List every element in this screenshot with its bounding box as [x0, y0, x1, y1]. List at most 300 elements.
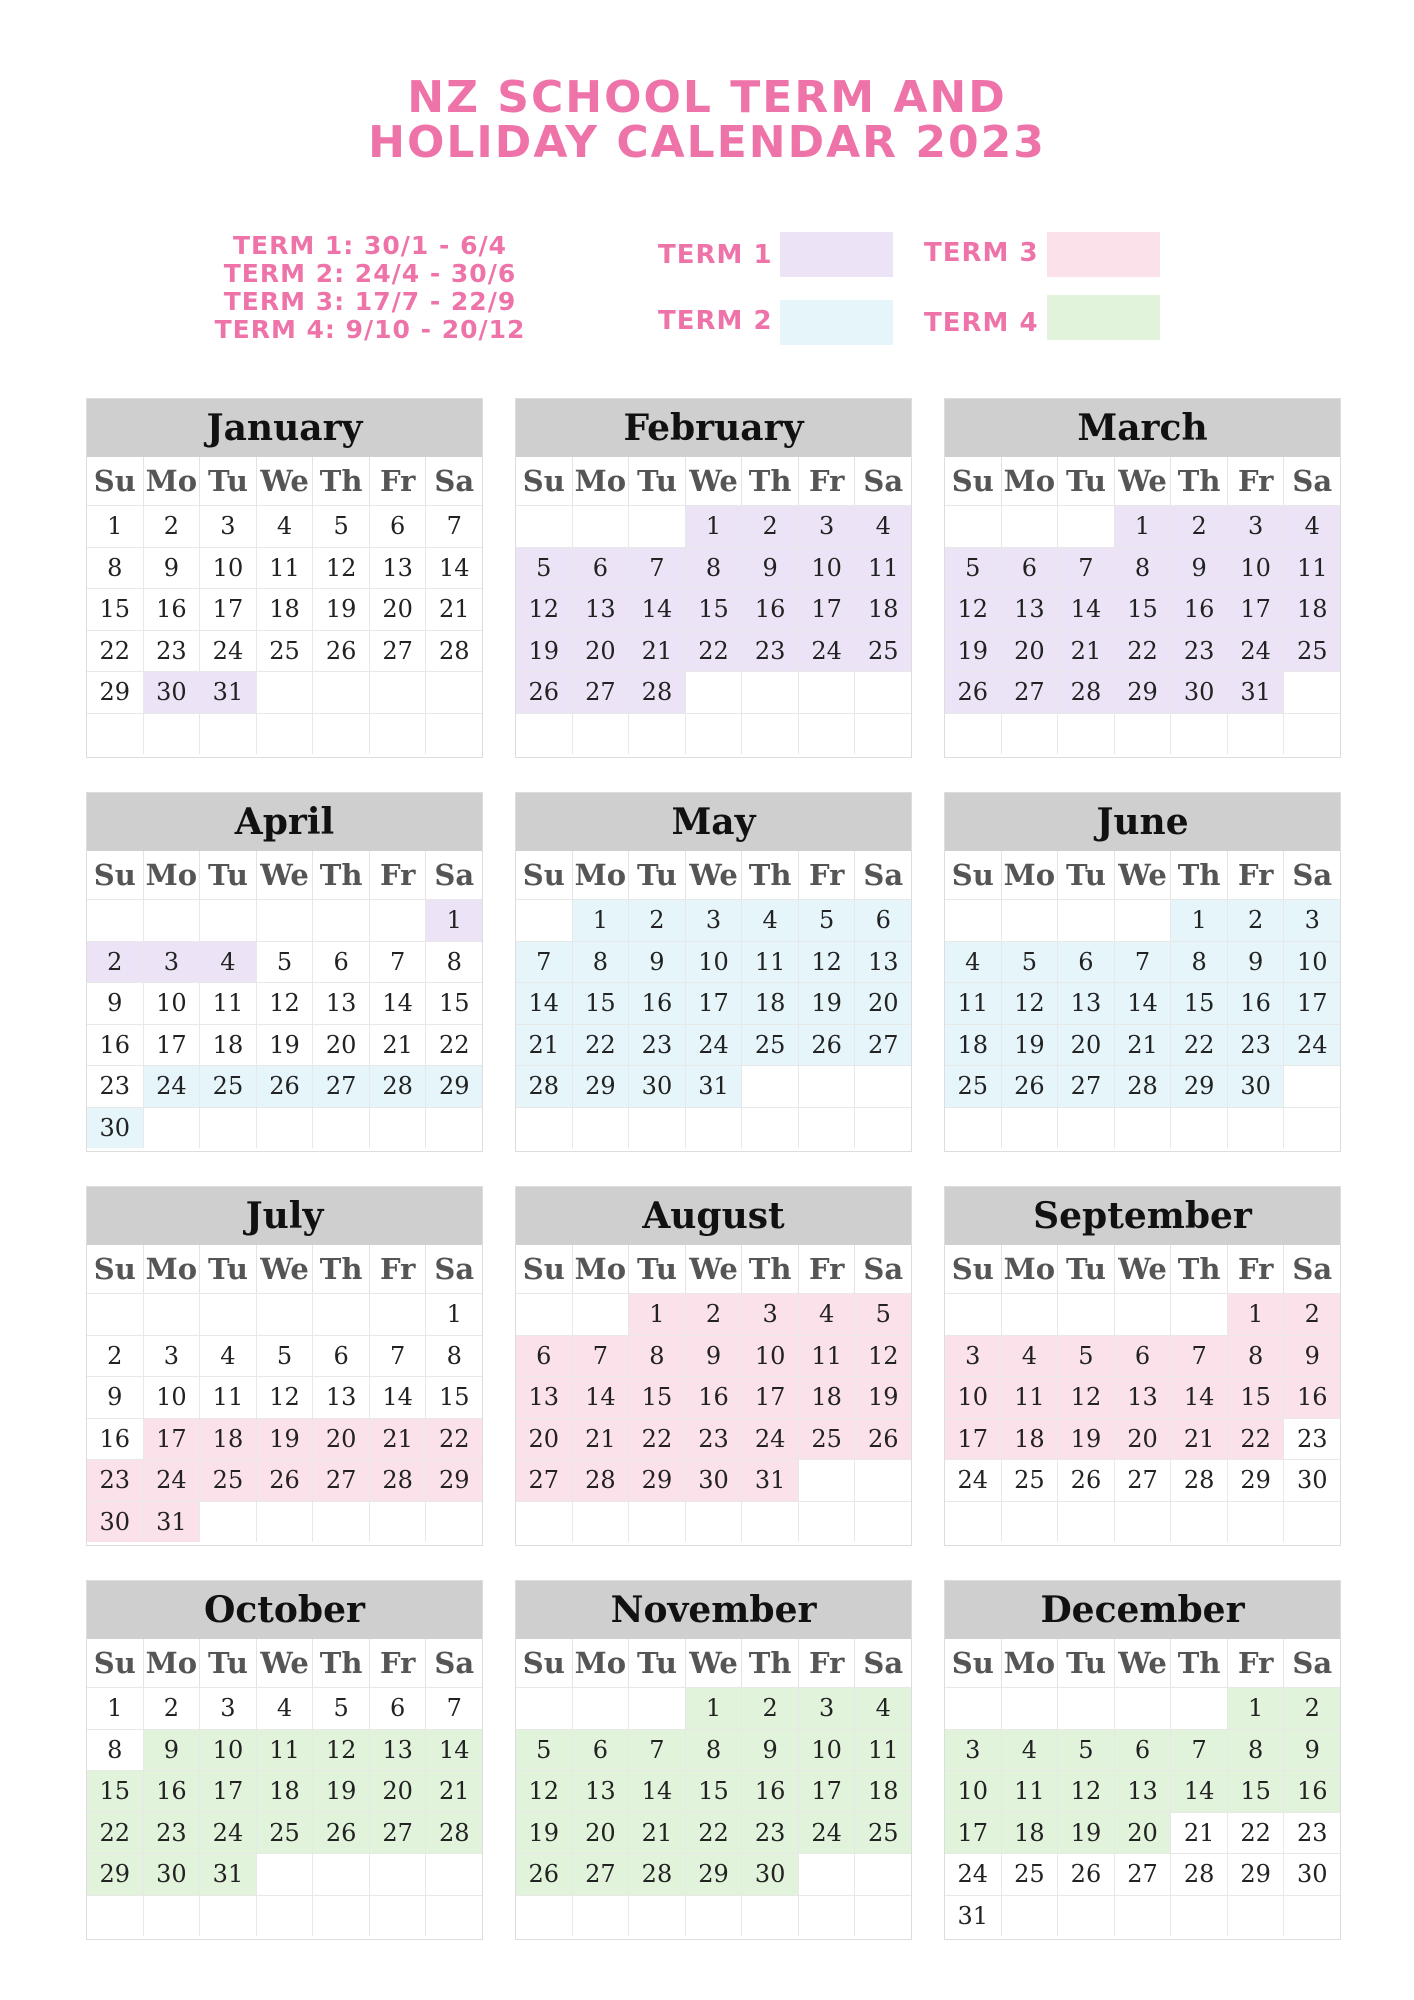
- day-cell: 22: [628, 1419, 685, 1460]
- weekday-label: Mo: [572, 457, 629, 505]
- empty-day-cell: [87, 714, 143, 755]
- weekday-label: Fr: [369, 851, 426, 899]
- day-cell: 8: [107, 553, 123, 582]
- day-cell: 14: [1057, 589, 1114, 630]
- weekday-label: Tu: [1057, 851, 1114, 899]
- weekday-label: Mo: [572, 1639, 629, 1687]
- week-row: [945, 1853, 1340, 1895]
- week-row: [87, 1418, 482, 1460]
- week-row: [945, 1812, 1340, 1854]
- month-july: [86, 1186, 483, 1546]
- day-cell: 22: [572, 1025, 629, 1066]
- day-cell: 28: [628, 672, 685, 713]
- day-cell: 18: [256, 1771, 313, 1812]
- day-cell: 27: [312, 1460, 369, 1501]
- day-cell: 19: [516, 631, 572, 672]
- day-cell: 10: [945, 1377, 1001, 1418]
- empty-day-cell: [741, 1108, 798, 1149]
- empty-day-cell: [143, 714, 200, 755]
- day-cell: 30: [1283, 1460, 1340, 1501]
- empty-day-cell: [516, 900, 572, 941]
- empty-day-cell: [425, 672, 482, 713]
- day-cell: 1: [628, 1294, 685, 1335]
- day-cell: 10: [1227, 548, 1284, 589]
- month-march: [944, 398, 1341, 758]
- empty-day-cell: [312, 1294, 369, 1335]
- day-cell: 10: [1283, 942, 1340, 983]
- empty-day-cell: [199, 900, 256, 941]
- day-cell: 19: [312, 1771, 369, 1812]
- day-cell: 5: [854, 1294, 911, 1335]
- weekday-label: Mo: [143, 1245, 200, 1293]
- week-row: [945, 1501, 1340, 1543]
- day-cell: 15: [1227, 1771, 1284, 1812]
- day-cell: 24: [798, 631, 855, 672]
- month-title: December: [945, 1581, 1340, 1639]
- day-cell: 20: [1114, 1419, 1171, 1460]
- weekday-label: Su: [522, 1646, 565, 1680]
- weekday-label: Th: [1170, 1245, 1227, 1293]
- legend-term-1-swatch: [780, 232, 893, 277]
- weekday-label: Mo: [1001, 1245, 1058, 1293]
- day-cell: 13: [1057, 983, 1114, 1024]
- weekday-header-row: [516, 851, 911, 899]
- day-cell: 25: [256, 631, 313, 672]
- day-cell: 2: [1283, 1688, 1340, 1729]
- empty-day-cell: [87, 1294, 143, 1335]
- weekday-label: Th: [312, 1639, 369, 1687]
- day-cell: 20: [1001, 631, 1058, 672]
- day-cell: 10: [798, 1730, 855, 1771]
- day-cell: 31: [199, 1854, 256, 1895]
- day-cell: 11: [199, 1377, 256, 1418]
- empty-day-cell: [1114, 1688, 1171, 1729]
- week-row: [516, 630, 911, 672]
- empty-day-cell: [741, 714, 798, 755]
- day-cell: 16: [99, 1030, 131, 1059]
- weekday-label: We: [1114, 457, 1171, 505]
- day-cell: 22: [1227, 1419, 1284, 1460]
- empty-day-cell: [1057, 1896, 1114, 1937]
- weekday-label: Tu: [628, 851, 685, 899]
- day-cell: 19: [945, 631, 1001, 672]
- empty-day-cell: [425, 1108, 482, 1149]
- day-cell: 7: [1057, 548, 1114, 589]
- empty-day-cell: [369, 1854, 426, 1895]
- empty-day-cell: [854, 672, 911, 713]
- day-cell: 6: [1114, 1336, 1171, 1377]
- week-row: [87, 1065, 482, 1107]
- weekday-label: Su: [93, 464, 136, 498]
- day-cell: 17: [143, 1025, 200, 1066]
- day-cell: 8: [628, 1336, 685, 1377]
- day-cell: 14: [369, 983, 426, 1024]
- weekday-label: Tu: [1057, 1639, 1114, 1687]
- weekday-label: Th: [741, 1245, 798, 1293]
- day-cell: 4: [1283, 506, 1340, 547]
- week-row: [516, 1812, 911, 1854]
- weekday-label: Fr: [798, 851, 855, 899]
- day-cell: 24: [199, 1813, 256, 1854]
- day-cell: 22: [685, 1813, 742, 1854]
- weekday-label: Mo: [1001, 1639, 1058, 1687]
- empty-day-cell: [945, 1502, 1001, 1543]
- weekday-label: Su: [93, 858, 136, 892]
- weekday-label: Fr: [1227, 1245, 1284, 1293]
- day-cell: 7: [516, 942, 572, 983]
- weekday-label: Fr: [369, 457, 426, 505]
- day-cell: 25: [1001, 1460, 1058, 1501]
- day-cell: 4: [854, 506, 911, 547]
- day-cell: 3: [1227, 506, 1284, 547]
- weekday-label: Th: [312, 457, 369, 505]
- day-cell: 1: [685, 506, 742, 547]
- day-cell: 1: [425, 1294, 482, 1335]
- day-cell: 20: [369, 589, 426, 630]
- day-cell: 12: [312, 1730, 369, 1771]
- day-cell: 10: [199, 1730, 256, 1771]
- day-cell: 18: [798, 1377, 855, 1418]
- empty-day-cell: [1170, 1688, 1227, 1729]
- weekday-header-row: [516, 457, 911, 505]
- day-cell: 21: [1170, 1419, 1227, 1460]
- empty-day-cell: [312, 672, 369, 713]
- week-row: [945, 713, 1340, 755]
- empty-day-cell: [369, 900, 426, 941]
- day-cell: 5: [516, 1730, 572, 1771]
- empty-day-cell: [1283, 672, 1340, 713]
- day-cell: 13: [369, 1730, 426, 1771]
- week-row: [87, 1024, 482, 1066]
- weekday-label: Sa: [1283, 851, 1340, 899]
- day-cell: 8: [685, 1730, 742, 1771]
- weekday-label: Su: [522, 464, 565, 498]
- day-cell: 24: [1283, 1025, 1340, 1066]
- weekday-label: Sa: [1283, 1245, 1340, 1293]
- empty-day-cell: [516, 1688, 572, 1729]
- empty-day-cell: [854, 714, 911, 755]
- day-cell: 4: [1001, 1336, 1058, 1377]
- day-cell: 7: [628, 548, 685, 589]
- day-cell: 13: [572, 1771, 629, 1812]
- day-cell: 20: [854, 983, 911, 1024]
- week-row: [87, 941, 482, 983]
- empty-day-cell: [1001, 900, 1058, 941]
- day-cell: 6: [854, 900, 911, 941]
- week-row: [945, 1335, 1340, 1377]
- month-title: July: [87, 1187, 482, 1245]
- day-cell: 24: [957, 1860, 989, 1888]
- day-cell: 8: [685, 548, 742, 589]
- empty-day-cell: [425, 714, 482, 755]
- empty-day-cell: [1283, 1066, 1340, 1107]
- week-row: [87, 1376, 482, 1418]
- day-cell: 28: [425, 631, 482, 672]
- weekday-header-row: [516, 1245, 911, 1293]
- day-cell: 25: [945, 1066, 1001, 1107]
- day-cell: 10: [143, 983, 200, 1024]
- legend-term-2-swatch: [780, 300, 893, 345]
- day-cell: 30: [143, 672, 200, 713]
- day-cell: 27: [572, 1854, 629, 1895]
- day-cell: 7: [425, 1688, 482, 1729]
- day-cell: 9: [741, 1730, 798, 1771]
- day-cell: 28: [1170, 1854, 1227, 1895]
- day-cell: 14: [1114, 983, 1171, 1024]
- weekday-label: We: [256, 457, 313, 505]
- day-cell: 11: [256, 548, 313, 589]
- day-cell: 25: [798, 1419, 855, 1460]
- day-cell: 18: [1283, 589, 1340, 630]
- day-cell: 21: [572, 1419, 629, 1460]
- weekday-label: Tu: [628, 1245, 685, 1293]
- empty-day-cell: [256, 900, 313, 941]
- empty-day-cell: [854, 1066, 911, 1107]
- day-cell: 7: [1114, 942, 1171, 983]
- weekday-label: We: [685, 851, 742, 899]
- empty-day-cell: [854, 1460, 911, 1501]
- empty-day-cell: [945, 506, 1001, 547]
- empty-day-cell: [312, 900, 369, 941]
- day-cell: 20: [1114, 1813, 1171, 1854]
- day-cell: 24: [957, 1466, 989, 1494]
- day-cell: 14: [369, 1377, 426, 1418]
- empty-day-cell: [1227, 1502, 1284, 1543]
- empty-day-cell: [1057, 1688, 1114, 1729]
- weekday-header-row: [945, 1245, 1340, 1293]
- empty-day-cell: [945, 1688, 1001, 1729]
- day-cell: 29: [99, 678, 131, 706]
- empty-day-cell: [199, 1108, 256, 1149]
- empty-day-cell: [1057, 1502, 1114, 1543]
- empty-day-cell: [1170, 1502, 1227, 1543]
- day-cell: 7: [1170, 1336, 1227, 1377]
- empty-day-cell: [369, 1896, 426, 1937]
- empty-day-cell: [572, 714, 629, 755]
- day-cell: 5: [312, 1688, 369, 1729]
- title-line-2: HOLIDAY CALENDAR 2023: [368, 117, 1046, 168]
- empty-day-cell: [199, 1502, 256, 1543]
- day-cell: 15: [87, 1771, 143, 1812]
- day-cell: 26: [854, 1419, 911, 1460]
- empty-day-cell: [572, 1294, 629, 1335]
- week-row: [516, 941, 911, 983]
- week-row: [516, 1335, 911, 1377]
- day-cell: 16: [143, 1771, 200, 1812]
- empty-day-cell: [741, 672, 798, 713]
- day-cell: 23: [741, 631, 798, 672]
- day-cell: 21: [369, 1025, 426, 1066]
- weekday-header-row: [516, 1639, 911, 1687]
- day-cell: 15: [572, 983, 629, 1024]
- term-1-dates: TERM 1: 30/1 - 6/4: [232, 231, 508, 260]
- day-cell: 12: [312, 548, 369, 589]
- week-row: [945, 1376, 1340, 1418]
- day-cell: 6: [312, 942, 369, 983]
- empty-day-cell: [143, 1896, 200, 1937]
- legend-term-3-label: TERM 3: [924, 238, 1039, 268]
- day-cell: 15: [685, 1771, 742, 1812]
- day-cell: 25: [256, 1813, 313, 1854]
- weekday-label: Tu: [199, 851, 256, 899]
- empty-day-cell: [1283, 1108, 1340, 1149]
- day-cell: 13: [312, 1377, 369, 1418]
- week-row: [945, 1024, 1340, 1066]
- day-cell: 29: [1227, 1460, 1284, 1501]
- empty-day-cell: [1001, 1688, 1058, 1729]
- empty-day-cell: [256, 1108, 313, 1149]
- day-cell: 28: [369, 1066, 426, 1107]
- day-cell: 12: [1057, 1377, 1114, 1418]
- weekday-label: We: [256, 1245, 313, 1293]
- day-cell: 9: [107, 989, 123, 1017]
- term-4-dates: TERM 4: 9/10 - 20/12: [214, 315, 526, 344]
- empty-day-cell: [1001, 1502, 1058, 1543]
- day-cell: 12: [1001, 983, 1058, 1024]
- day-cell: 30: [1283, 1854, 1340, 1895]
- month-title: April: [87, 793, 482, 851]
- day-cell: 18: [256, 589, 313, 630]
- empty-day-cell: [572, 1688, 629, 1729]
- empty-day-cell: [945, 714, 1001, 755]
- day-cell: 7: [425, 506, 482, 547]
- empty-day-cell: [1283, 714, 1340, 755]
- day-cell: 4: [798, 1294, 855, 1335]
- weekday-label: Fr: [369, 1245, 426, 1293]
- day-cell: 4: [945, 942, 1001, 983]
- day-cell: 3: [945, 1336, 1001, 1377]
- weekday-label: Th: [1170, 851, 1227, 899]
- empty-day-cell: [572, 506, 629, 547]
- empty-day-cell: [628, 1108, 685, 1149]
- month-october: [86, 1580, 483, 1940]
- day-cell: 4: [199, 1336, 256, 1377]
- week-row: [87, 1107, 482, 1149]
- day-cell: 21: [516, 1025, 572, 1066]
- weekday-label: Su: [951, 858, 994, 892]
- empty-day-cell: [87, 1896, 143, 1937]
- day-cell: 20: [572, 1813, 629, 1854]
- day-cell: 19: [1057, 1419, 1114, 1460]
- day-cell: 3: [685, 900, 742, 941]
- day-cell: 27: [1001, 672, 1058, 713]
- day-cell: 12: [945, 589, 1001, 630]
- day-cell: 26: [312, 631, 369, 672]
- day-cell: 12: [516, 589, 572, 630]
- day-cell: 5: [1057, 1730, 1114, 1771]
- day-cell: 25: [854, 631, 911, 672]
- weekday-label: Su: [951, 1252, 994, 1286]
- day-cell: 19: [312, 589, 369, 630]
- day-cell: 26: [256, 1460, 313, 1501]
- day-cell: 14: [516, 983, 572, 1024]
- day-cell: 30: [1227, 1066, 1284, 1107]
- week-row: [516, 1687, 911, 1729]
- month-may: [515, 792, 912, 1152]
- week-row: [516, 1418, 911, 1460]
- day-cell: 1: [425, 900, 482, 941]
- day-cell: 30: [685, 1460, 742, 1501]
- day-cell: 23: [1283, 1813, 1340, 1854]
- weekday-label: Tu: [199, 1639, 256, 1687]
- day-cell: 18: [945, 1025, 1001, 1066]
- empty-day-cell: [798, 1854, 855, 1895]
- day-cell: 24: [143, 1066, 200, 1107]
- day-cell: 29: [628, 1460, 685, 1501]
- week-row: [516, 1853, 911, 1895]
- empty-day-cell: [199, 714, 256, 755]
- empty-day-cell: [685, 672, 742, 713]
- day-cell: 7: [572, 1336, 629, 1377]
- day-cell: 25: [199, 1066, 256, 1107]
- day-cell: 4: [256, 1688, 313, 1729]
- day-cell: 30: [87, 1108, 143, 1149]
- day-cell: 21: [628, 1813, 685, 1854]
- empty-day-cell: [425, 1896, 482, 1937]
- day-cell: 3: [798, 1688, 855, 1729]
- day-cell: 29: [1170, 1066, 1227, 1107]
- empty-day-cell: [798, 1460, 855, 1501]
- empty-day-cell: [199, 1294, 256, 1335]
- week-row: [945, 899, 1340, 941]
- weekday-header-row: [945, 1639, 1340, 1687]
- day-cell: 15: [1170, 983, 1227, 1024]
- day-cell: 22: [425, 1419, 482, 1460]
- day-cell: 27: [854, 1025, 911, 1066]
- weekday-label: Fr: [798, 457, 855, 505]
- day-cell: 17: [685, 983, 742, 1024]
- day-cell: 13: [516, 1377, 572, 1418]
- day-cell: 23: [1283, 1419, 1340, 1460]
- day-cell: 6: [369, 506, 426, 547]
- week-row: [945, 1293, 1340, 1335]
- day-cell: 3: [945, 1730, 1001, 1771]
- day-cell: 15: [685, 589, 742, 630]
- weekday-label: Sa: [854, 457, 911, 505]
- weekday-label: We: [685, 1245, 742, 1293]
- weekday-header-row: [945, 457, 1340, 505]
- day-cell: 30: [741, 1854, 798, 1895]
- week-row: [516, 1770, 911, 1812]
- week-row: [945, 630, 1340, 672]
- day-cell: 15: [1114, 589, 1171, 630]
- day-cell: 25: [854, 1813, 911, 1854]
- day-cell: 22: [99, 636, 131, 665]
- empty-day-cell: [312, 1502, 369, 1543]
- day-cell: 31: [741, 1460, 798, 1501]
- day-cell: 19: [854, 1377, 911, 1418]
- week-row: [516, 1376, 911, 1418]
- weekday-label: Fr: [1227, 851, 1284, 899]
- day-cell: 30: [143, 1854, 200, 1895]
- day-cell: 29: [685, 1854, 742, 1895]
- empty-day-cell: [369, 672, 426, 713]
- empty-day-cell: [369, 1502, 426, 1543]
- empty-day-cell: [945, 1294, 1001, 1335]
- weekday-label: We: [256, 851, 313, 899]
- day-cell: 26: [1057, 1460, 1114, 1501]
- day-cell: 3: [1283, 900, 1340, 941]
- weekday-label: Tu: [628, 457, 685, 505]
- day-cell: 7: [628, 1730, 685, 1771]
- day-cell: 30: [87, 1502, 143, 1543]
- day-cell: 21: [425, 1771, 482, 1812]
- day-cell: 23: [1170, 631, 1227, 672]
- week-row: [516, 1024, 911, 1066]
- day-cell: 8: [107, 1735, 123, 1764]
- empty-day-cell: [945, 1108, 1001, 1149]
- day-cell: 9: [107, 1383, 123, 1411]
